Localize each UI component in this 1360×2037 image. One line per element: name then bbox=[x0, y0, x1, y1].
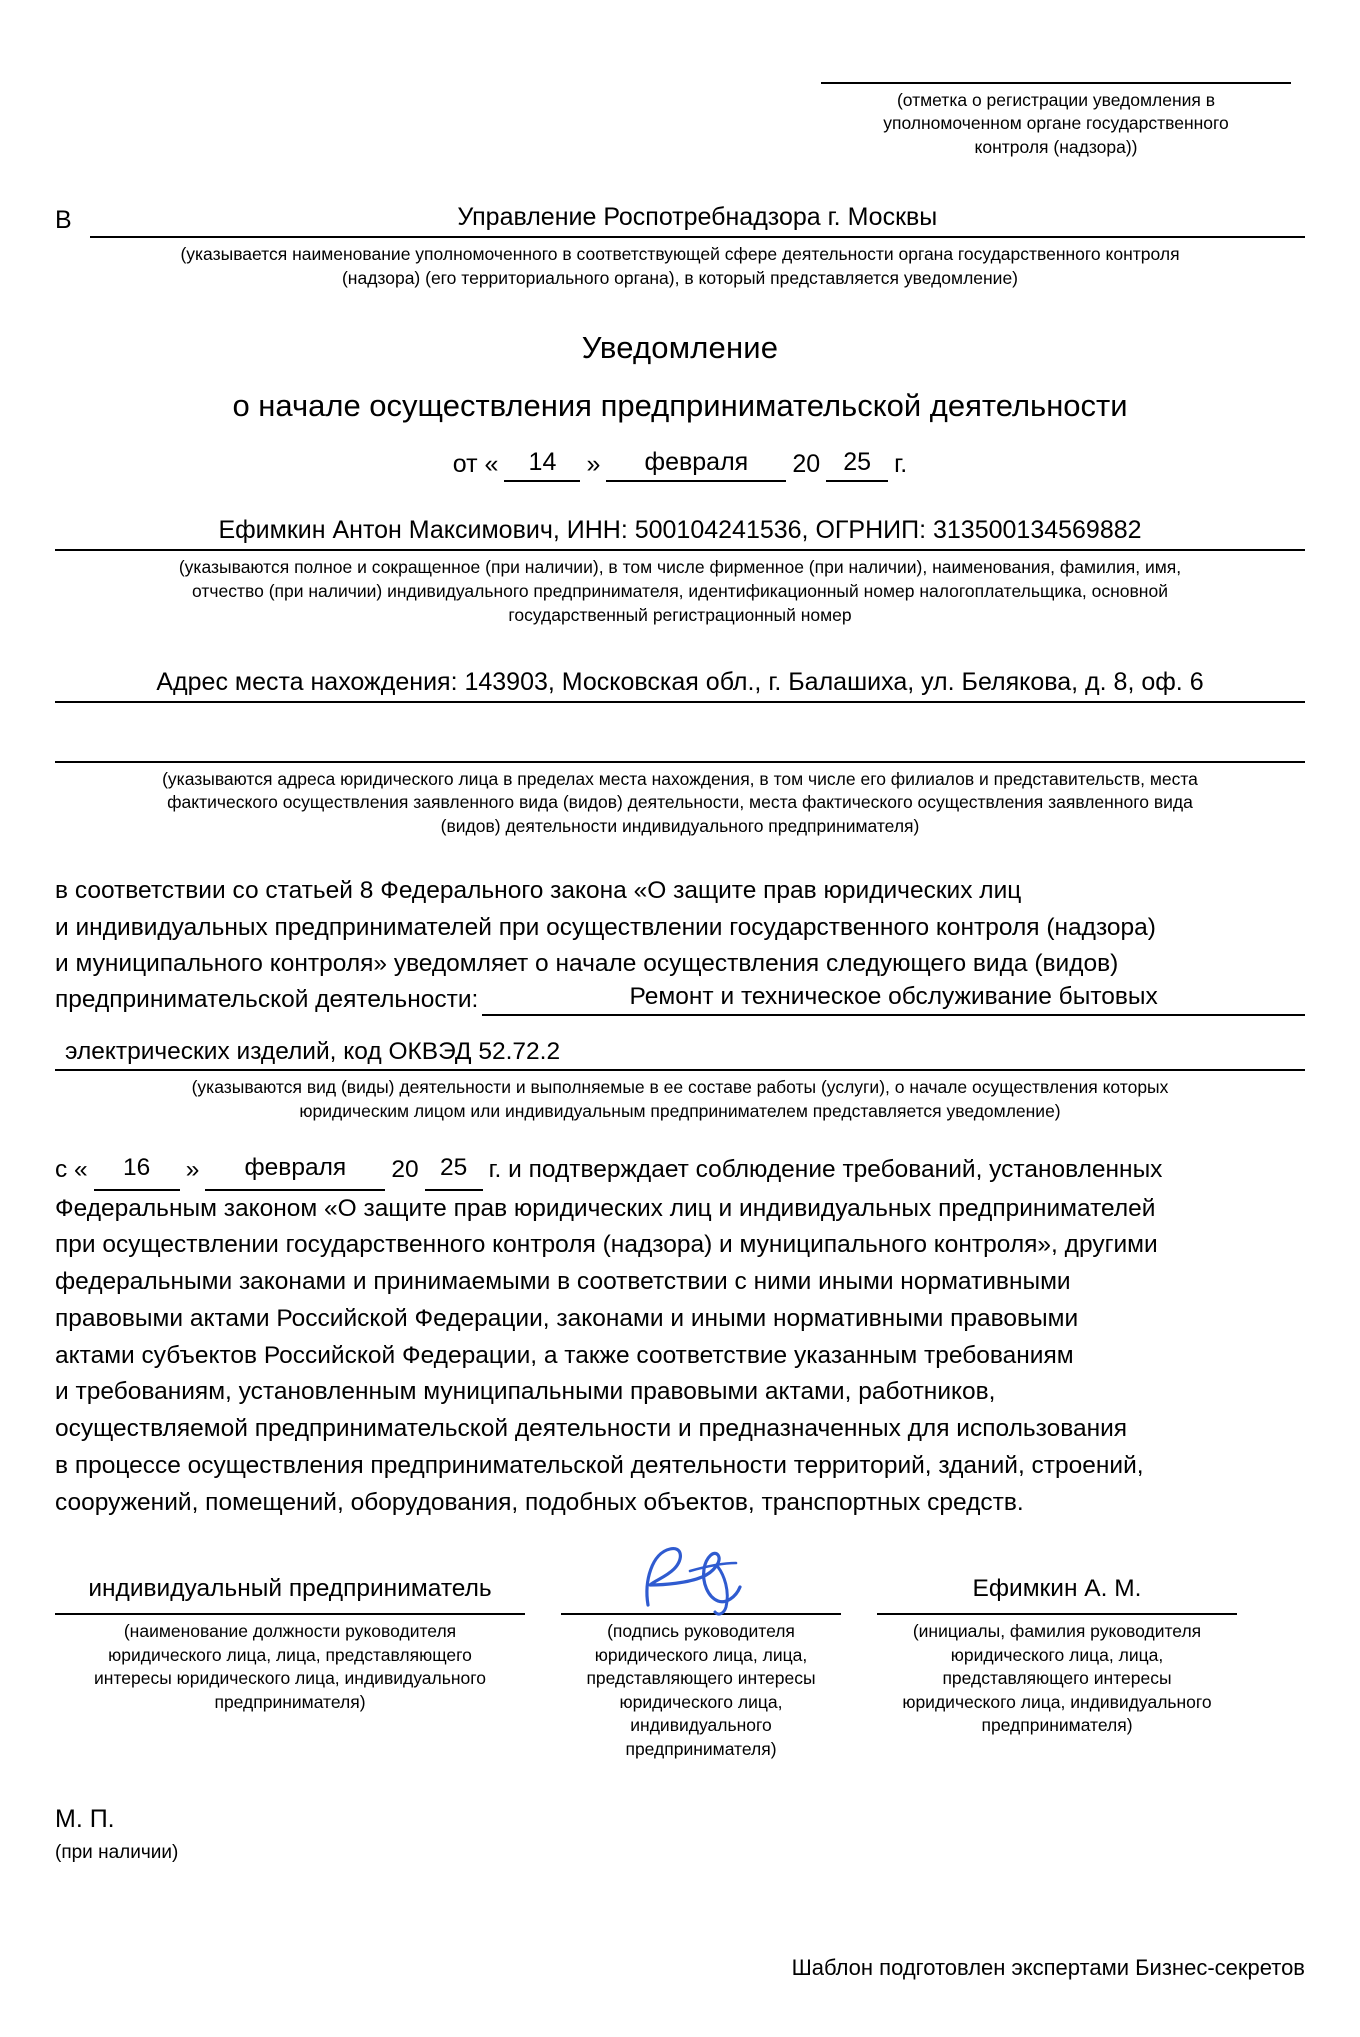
registration-stamp-caption bbox=[821, 84, 1291, 159]
date-century: 20 bbox=[792, 450, 821, 479]
activity-caption-line-1: (указываются вид (виды) деятельности и выполняемые в ее составе работы (услуги), о начале осуществления которых bbox=[191, 1077, 1169, 1098]
commencement-tail: г. и подтверждает соблюдение требований, установленных bbox=[488, 1155, 1163, 1183]
applicant-field[interactable]: Ефимкин Антон Максимович, ИНН: 500104241536, ОГРНИП: 313500134569882 bbox=[55, 516, 1305, 551]
signatory-name-column bbox=[877, 1575, 1237, 1737]
registration-stamp-caption-line-2: уполномоченном органе государственного bbox=[883, 113, 1229, 134]
activity-caption-line-2: юридическим лицом или индивидуальным предпринимателем представляется уведомление) bbox=[299, 1101, 1061, 1122]
commencement-quote-close: » bbox=[185, 1155, 200, 1183]
applicant-caption-line-3: государственный регистрационный номер bbox=[508, 604, 852, 625]
signatory-position-caption-line-4: предпринимателя) bbox=[214, 1691, 366, 1712]
statute-line-3: и муниципального контроля» уведомляет о начале осуществления следующего вида (видов) bbox=[55, 950, 1119, 978]
addressee-field[interactable]: Управление Роспотребнадзора г. Москвы bbox=[90, 203, 1305, 238]
commencement-line-4: правовыми актами Российской Федерации, законами и иными нормативными правовыми bbox=[55, 1304, 1079, 1332]
date-year-field[interactable]: 25 bbox=[826, 448, 888, 482]
date-quote-close: » bbox=[586, 450, 601, 479]
signature-caption-line-2: юридического лица, лица, bbox=[594, 1644, 808, 1665]
footer-attribution: Шаблон подготовлен экспертами Бизнес-секретов bbox=[791, 1955, 1305, 1980]
signatory-name-caption-line-1: (инициалы, фамилия руководителя bbox=[912, 1621, 1202, 1642]
commencement-prefix: с « bbox=[55, 1155, 88, 1183]
signatory-name-caption-line-4: юридического лица, индивидуального bbox=[902, 1691, 1212, 1712]
commencement-line-3: федеральными законами и принимаемыми в соответствии с ними иными нормативными bbox=[55, 1268, 1071, 1296]
registration-stamp-block bbox=[821, 0, 1291, 159]
commencement-month-field[interactable]: февраля bbox=[205, 1150, 385, 1191]
commencement-day-field[interactable]: 16 bbox=[94, 1150, 180, 1191]
activity-field-line-1[interactable]: Ремонт и техническое обслуживание бытовых bbox=[482, 983, 1305, 1016]
addressee-caption-line-1: (указывается наименование уполномоченного в соответствующей сфере деятельности органа государственного контроля bbox=[180, 244, 1180, 265]
signatory-position-column bbox=[55, 1575, 525, 1714]
signature-field[interactable] bbox=[561, 1575, 841, 1615]
registration-stamp-caption-line-1: (отметка о регистрации уведомления в bbox=[896, 90, 1216, 110]
addressee-caption bbox=[55, 243, 1305, 290]
commencement-line-9: сооружений, помещений, оборудования, подобных объектов, транспортных средств. bbox=[55, 1488, 1024, 1516]
signatory-position-caption bbox=[55, 1615, 525, 1714]
commencement-year-field[interactable]: 25 bbox=[425, 1150, 483, 1191]
signature-caption-line-1: (подпись руководителя bbox=[607, 1621, 795, 1642]
address-caption bbox=[55, 768, 1305, 839]
signatory-position-caption-line-2: юридического лица, лица, представляющего bbox=[108, 1644, 472, 1665]
date-suffix: г. bbox=[894, 450, 908, 479]
statute-line-2: и индивидуальных предпринимателей при осуществлении государственного контроля (надзора) bbox=[55, 913, 1156, 941]
activity-row bbox=[55, 983, 1305, 1016]
applicant-caption-line-1: (указываются полное и сокращенное (при наличии), в том числе фирменное (при наличии), наименования, фамилия, имя, bbox=[178, 557, 1182, 578]
signature-caption-line-5: индивидуального bbox=[630, 1715, 772, 1736]
commencement-line-2: при осуществлении государственного контроля (надзора) и муниципального контроля», другими bbox=[55, 1231, 1158, 1259]
activity-field-line-2[interactable]: электрических изделий, код ОКВЭД 52.72.2 bbox=[55, 1038, 1305, 1071]
signatory-position-caption-line-1: (наименование должности руководителя bbox=[123, 1621, 457, 1642]
commencement-line-8: в процессе осуществления предпринимательской деятельности территорий, зданий, строений, bbox=[55, 1451, 1144, 1479]
signature-caption-line-3: представляющего интересы bbox=[586, 1668, 816, 1689]
signatory-position-field[interactable]: индивидуальный предприниматель bbox=[55, 1575, 525, 1615]
signatory-position-caption-line-3: интересы юридического лица, индивидуального bbox=[94, 1668, 486, 1689]
commencement-line-5: актами субъектов Российской Федерации, а также соответствие указанным требованиям bbox=[55, 1341, 1074, 1369]
signatory-name-caption-line-2: юридического лица, лица, bbox=[950, 1644, 1164, 1665]
commencement-line-1: Федеральным законом «О защите прав юридических лиц и индивидуальных предпринимателей bbox=[55, 1194, 1156, 1222]
notification-date-row bbox=[55, 448, 1305, 482]
address-field[interactable]: Адрес места нахождения: 143903, Московская обл., г. Балашиха, ул. Белякова, д. 8, оф. 6 bbox=[55, 668, 1305, 703]
registration-stamp-caption-line-3: контроля (надзора)) bbox=[974, 136, 1138, 157]
activity-caption bbox=[55, 1076, 1305, 1124]
signature-column bbox=[561, 1575, 841, 1761]
commencement-date-row bbox=[55, 1150, 1305, 1191]
address-caption-line-2: фактического осуществления заявленного вида (видов) деятельности, места фактического осуществления заявленного вида bbox=[167, 792, 1193, 813]
statute-line-1: в соответствии со статьей 8 Федерального закона «О защите прав юридических лиц bbox=[55, 876, 1022, 904]
stamp-note-sub: (при наличии) bbox=[55, 1841, 179, 1863]
addressee-prefix: В bbox=[55, 206, 72, 235]
commencement-century: 20 bbox=[391, 1155, 419, 1183]
stamp-note-label: М. П. bbox=[55, 1804, 115, 1833]
commencement-line-6: и требованиям, установленным муниципальными правовыми актами, работников, bbox=[55, 1378, 996, 1406]
page-title: Уведомление bbox=[581, 330, 779, 366]
address-field-secondary[interactable] bbox=[55, 703, 1305, 763]
applicant-caption-line-2: отчество (при наличии) индивидуального предпринимателя, идентификационный номер налогоплательщика, основной bbox=[192, 580, 1168, 601]
date-month-field[interactable]: февраля bbox=[606, 448, 786, 482]
commencement-paragraph bbox=[55, 1150, 1305, 1522]
signature-block bbox=[55, 1575, 1305, 1761]
date-prefix: от « bbox=[452, 450, 499, 479]
activity-lead-label: предпринимательской деятельности: bbox=[55, 986, 479, 1014]
signatory-name-caption-line-5: предпринимателя) bbox=[981, 1715, 1133, 1736]
signature-caption-line-4: юридического лица, bbox=[619, 1691, 783, 1712]
addressee-caption-line-2: (надзора) (его территориального органа), в который представляется уведомление) bbox=[341, 267, 1019, 288]
page-subtitle: о начале осуществления предпринимательской деятельности bbox=[232, 388, 1128, 424]
applicant-caption bbox=[55, 556, 1305, 627]
signatory-name-caption bbox=[877, 1615, 1237, 1737]
commencement-line-7: осуществляемой предпринимательской деятельности и предназначенных для использования bbox=[55, 1415, 1128, 1443]
signature-caption-line-6: предпринимателя) bbox=[625, 1738, 777, 1759]
date-day-field[interactable]: 14 bbox=[504, 448, 580, 482]
address-caption-line-1: (указываются адреса юридического лица в пределах места нахождения, в том числе его филиалов и представительств, места bbox=[162, 768, 1198, 789]
addressee-row bbox=[55, 203, 1305, 238]
signatory-name-caption-line-3: представляющего интересы bbox=[942, 1668, 1172, 1689]
statute-paragraph bbox=[55, 873, 1305, 983]
signature-caption bbox=[561, 1615, 841, 1761]
signatory-name-field[interactable]: Ефимкин А. М. bbox=[877, 1575, 1237, 1615]
address-caption-line-3: (видов) деятельности индивидуального предпринимателя) bbox=[440, 816, 920, 837]
